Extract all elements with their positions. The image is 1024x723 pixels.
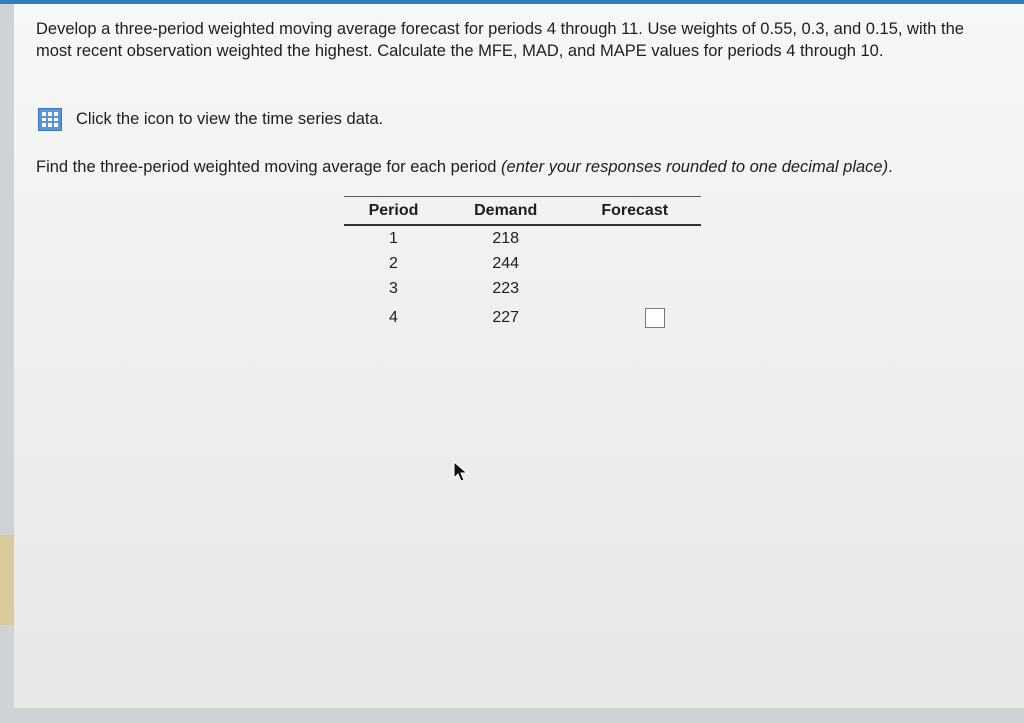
period-cell: 3 — [389, 279, 398, 297]
header-forecast: Forecast — [601, 201, 669, 219]
forecast-cell — [568, 225, 701, 251]
table-row — [344, 276, 701, 301]
forecast-cell — [568, 301, 701, 334]
forecast-input-period-4[interactable] — [645, 308, 665, 328]
table-row — [344, 225, 701, 251]
period-cell: 2 — [389, 254, 398, 272]
instruction-note: (enter your responses rounded to one decimal place) — [501, 158, 889, 176]
header-demand: Demand — [474, 201, 538, 219]
period-cell: 1 — [389, 229, 398, 247]
view-data-link[interactable] — [38, 108, 383, 131]
forecast-cell — [568, 251, 701, 276]
time-series-table — [344, 196, 701, 334]
problem-statement: Develop a three-period weighted moving average forecast for periods 4 through 11. Use weights of 0.55, 0.3, and 0.15, with the most recent observation weighted the highest. Calculate the MFE, MAD, and MAPE values for periods 4 through 10. — [36, 20, 964, 60]
table-header-row — [344, 197, 701, 226]
left-edge-band — [0, 535, 14, 625]
forecast-cell — [568, 276, 701, 301]
header-period: Period — [368, 201, 419, 219]
demand-cell: 218 — [492, 229, 520, 247]
demand-cell: 227 — [492, 308, 520, 326]
demand-cell: 223 — [492, 279, 520, 297]
table-grid-icon[interactable] — [38, 108, 62, 131]
table-row — [344, 251, 701, 276]
table-row — [344, 301, 701, 334]
demand-cell: 244 — [492, 254, 520, 272]
instruction-main: Find the three-period weighted moving average for each period — [36, 158, 502, 176]
instruction-text — [36, 158, 893, 177]
period-cell: 4 — [389, 308, 398, 326]
view-data-link-label[interactable]: Click the icon to view the time series data. — [76, 110, 384, 128]
mouse-pointer-icon — [452, 460, 470, 484]
instruction-end: . — [888, 158, 893, 176]
